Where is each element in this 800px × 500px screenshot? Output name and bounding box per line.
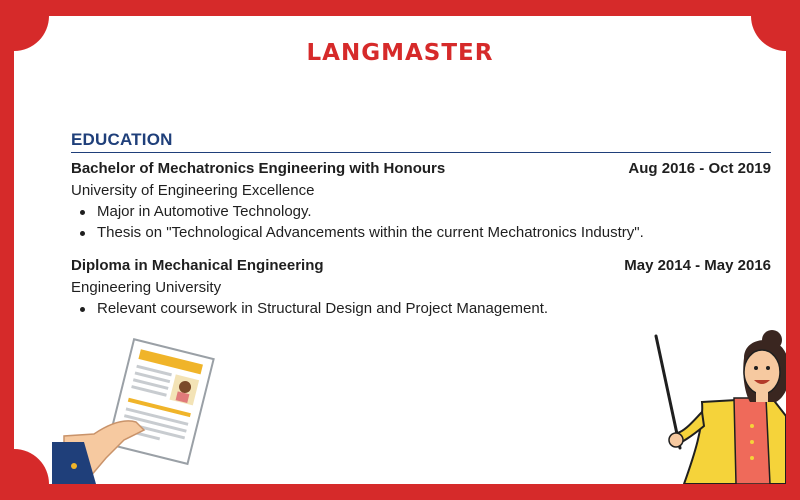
education-entry — [71, 160, 771, 243]
degree-title: Diploma in Mechanical Engineering — [71, 257, 324, 274]
teacher-illustration — [644, 306, 786, 484]
degree-title: Bachelor of Mechatronics Engineering with Honours — [71, 160, 446, 177]
school-name: University of Engineering Excellence — [71, 182, 315, 199]
bullet-item: Thesis on "Technological Advancements within the current Mechatronics Industry". — [71, 223, 771, 243]
bullet-list — [71, 202, 771, 243]
resume-illustration — [44, 334, 224, 484]
section-title: EDUCATION — [71, 130, 173, 149]
date-range: Aug 2016 - Oct 2019 — [628, 160, 771, 177]
school-name: Engineering University — [71, 279, 222, 296]
date-range: May 2014 - May 2016 — [624, 257, 771, 274]
resume-card — [14, 16, 786, 484]
brand-logo: LANGMASTER — [306, 40, 494, 66]
bullet-item: Major in Automotive Technology. — [71, 202, 771, 222]
section-divider — [71, 152, 771, 153]
bullet-item: Relevant coursework in Structural Design and Project Management. — [71, 299, 771, 319]
